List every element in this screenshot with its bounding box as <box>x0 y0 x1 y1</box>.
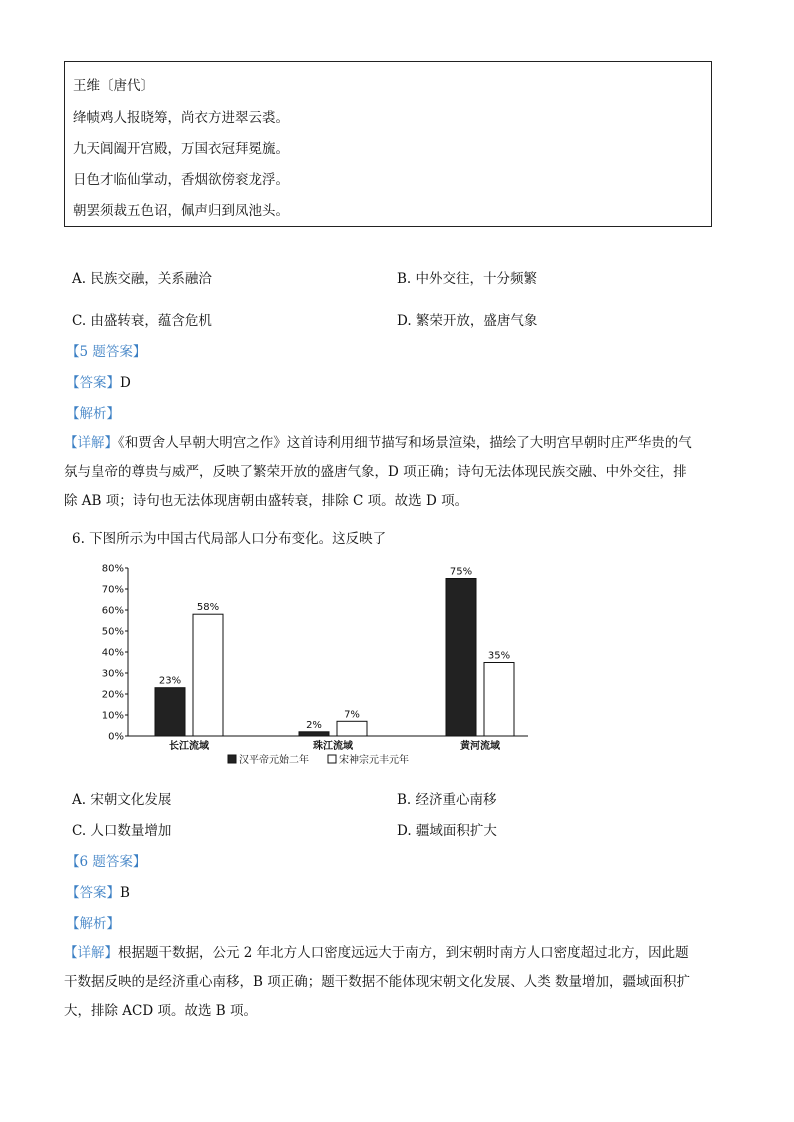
bar <box>337 721 367 736</box>
q6-answer-tag: 【6 题答案】 <box>66 854 147 870</box>
y-tick-label: 80% <box>101 563 124 575</box>
bar <box>299 732 329 736</box>
poem-box <box>64 61 712 227</box>
bar <box>446 579 476 737</box>
q5-option-b[interactable]: B. 中外交往，十分频繁 <box>397 271 538 287</box>
q5-detail-line-2: 氛与皇帝的尊贵与威严，反映了繁荣开放的盛唐气象，D 项正确；诗句无法体现民族交融、中外交往，排 <box>64 464 687 480</box>
q6-detail-label: 【详解】 <box>64 945 118 961</box>
q5-option-a[interactable]: A. 民族交融，关系融洽 <box>72 271 212 287</box>
x-category-label: 长江流域 <box>169 741 209 752</box>
q5-detail-label: 【详解】 <box>64 435 118 451</box>
q6-detail <box>64 939 724 1026</box>
y-tick-label: 20% <box>101 689 124 701</box>
q6-detail-line-2: 干数据反映的是经济重心南移，B 项正确；题干数据不能体现宋朝文化发展、人类 数量增加，疆域面积扩 <box>64 974 691 990</box>
poem-line-4: 朝罢须裁五色诏，佩声归到凤池头。 <box>73 203 289 219</box>
q6-answer <box>66 881 130 901</box>
q5-answer-tag: 【5 题答案】 <box>66 344 147 360</box>
q6-answer-value: B <box>120 885 130 901</box>
q5-option-d[interactable]: D. 繁荣开放，盛唐气象 <box>397 313 538 329</box>
bar-value-label: 2% <box>306 719 322 731</box>
q6-detail-line-3: 大，排除 ACD 项。故选 B 项。 <box>64 1003 257 1019</box>
q6-option-c[interactable]: C. 人口数量增加 <box>72 823 172 839</box>
legend-swatch <box>228 755 236 763</box>
bar <box>155 688 185 736</box>
q5-detail-line-3: 除 AB 项；诗句也无法体现唐朝由盛转衰，排除 C 项。故选 D 项。 <box>64 493 469 509</box>
y-tick-label: 50% <box>101 626 124 638</box>
q6-option-d[interactable]: D. 疆域面积扩大 <box>397 823 497 839</box>
population-bar-chart <box>90 558 540 772</box>
y-tick-label: 10% <box>101 710 124 722</box>
y-tick-label: 60% <box>101 605 124 617</box>
q6-analysis-tag: 【解析】 <box>66 916 120 932</box>
q5-answer-value: D <box>120 375 131 391</box>
y-tick-label: 40% <box>101 647 124 659</box>
bar-value-label: 35% <box>487 650 511 662</box>
q6-answer-label: 【答案】 <box>66 885 120 901</box>
q6-stem: 6. 下图所示为中国古代局部人口分布变化。这反映了 <box>72 531 387 547</box>
bar-value-label: 58% <box>196 602 220 614</box>
y-tick-label: 0% <box>108 731 124 743</box>
poem-title: 王维〔唐代〕 <box>73 78 154 94</box>
x-category-label: 珠江流域 <box>313 741 353 752</box>
poem-line-1: 绛帻鸡人报晓筹，尚衣方进翠云裘。 <box>73 110 289 126</box>
legend-label: 宋神宗元丰元年 <box>339 755 409 766</box>
chart-legend <box>228 753 409 766</box>
poem-line-2: 九天阊阖开宫殿，万国衣冠拜冕旒。 <box>73 141 289 157</box>
q5-analysis-tag: 【解析】 <box>66 406 120 422</box>
q5-detail <box>64 429 724 516</box>
y-tick-label: 30% <box>101 668 124 680</box>
legend-label: 汉平帝元始二年 <box>239 755 309 766</box>
q5-answer <box>66 371 131 391</box>
q6-option-b[interactable]: B. 经济重心南移 <box>397 792 497 808</box>
bar-value-label: 75% <box>449 566 473 578</box>
q6-detail-line-1: 根据题干数据，公元 2 年北方人口密度远远大于南方，到宋朝时南方人口密度超过北方，因此题 <box>118 945 689 961</box>
q5-answer-label: 【答案】 <box>66 375 120 391</box>
bar-value-label: 7% <box>344 709 360 721</box>
y-tick-label: 70% <box>101 584 124 596</box>
q6-option-a[interactable]: A. 宋朝文化发展 <box>72 792 172 808</box>
legend-swatch <box>328 755 336 763</box>
bar <box>193 614 223 736</box>
q5-detail-line-1: 《和贾舍人早朝大明宫之作》这首诗利用细节描写和场景渲染，描绘了大明宫早朝时庄严华贵的气 <box>118 435 692 451</box>
poem-line-3: 日色才临仙掌动，香烟欲傍衮龙浮。 <box>73 172 289 188</box>
bar <box>484 663 514 737</box>
x-category-label: 黄河流域 <box>460 741 500 752</box>
q5-option-c[interactable]: C. 由盛转衰，蕴含危机 <box>72 313 212 329</box>
bar-value-label: 23% <box>158 675 182 687</box>
